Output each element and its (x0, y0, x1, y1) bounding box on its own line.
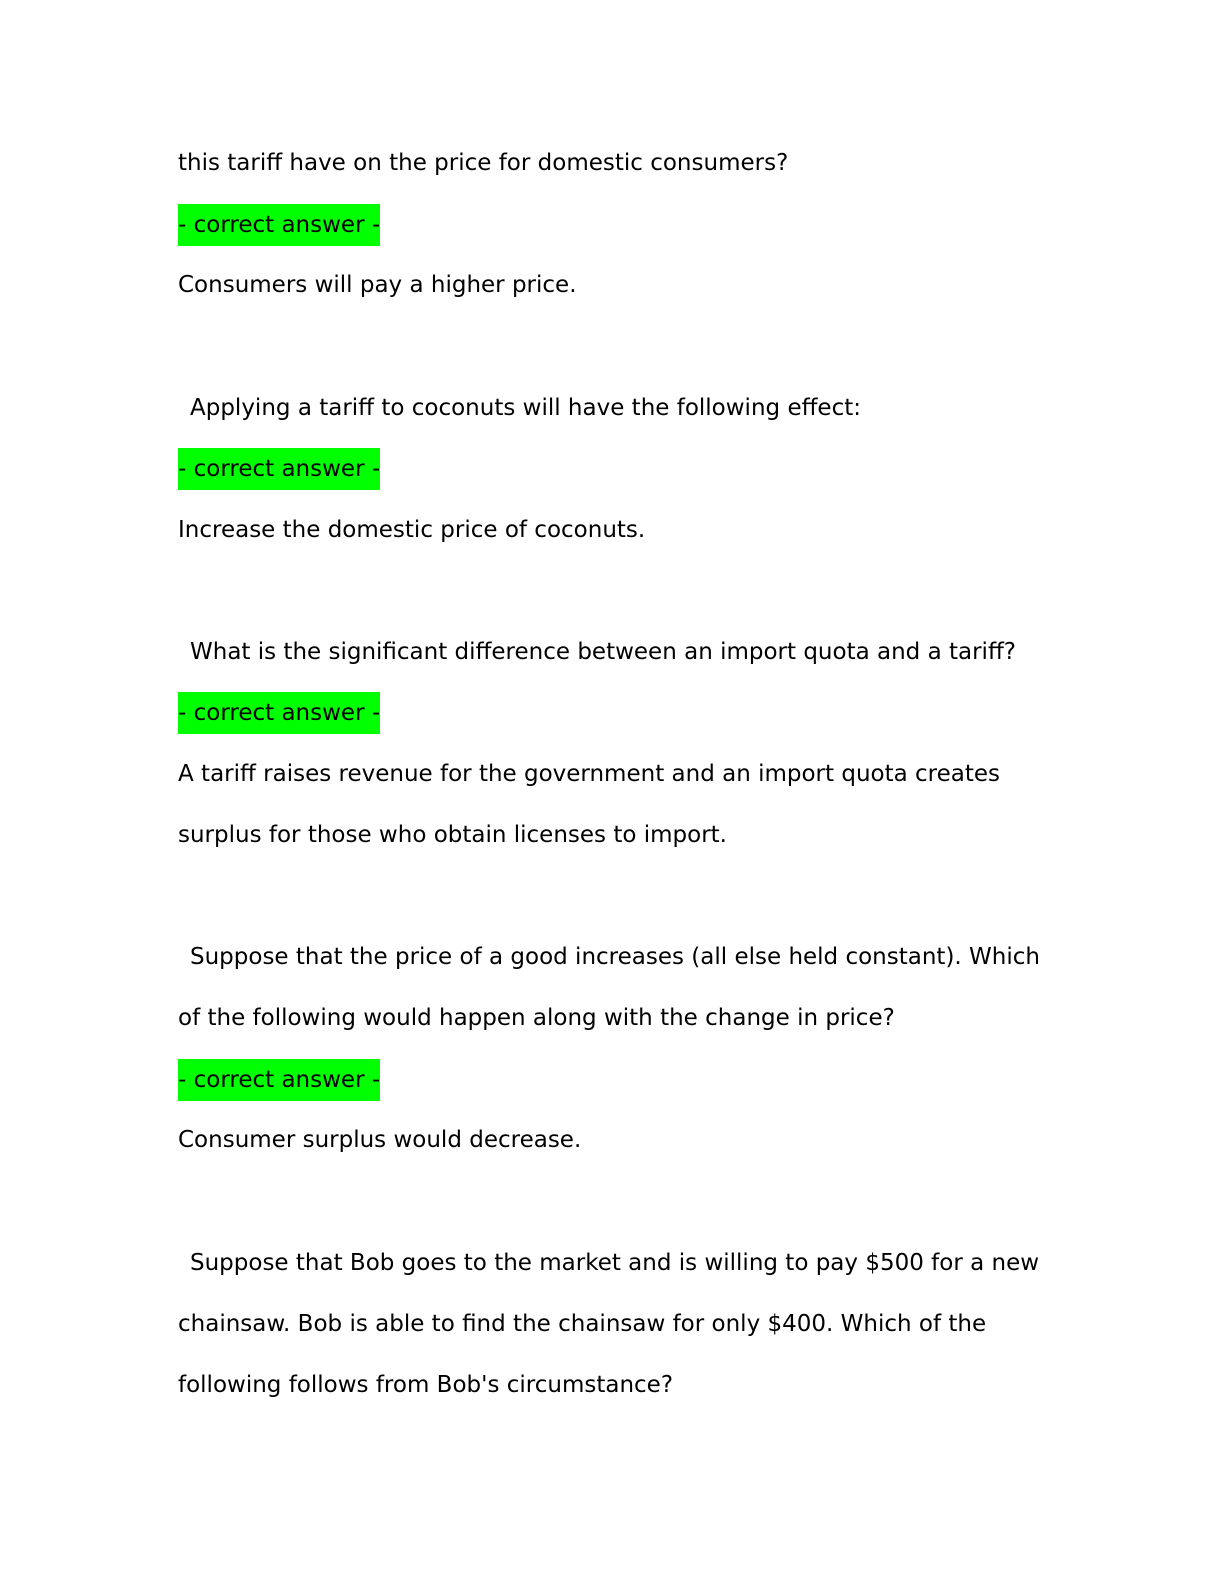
answer-text: Consumer surplus would decrease. (178, 1127, 582, 1153)
correct-answer-label: - correct answer - (178, 204, 380, 246)
correct-answer-label: - correct answer - (178, 1059, 380, 1101)
answer-text: surplus for those who obtain licenses to import. (178, 822, 727, 848)
question-text: chainsaw. Bob is able to find the chainsaw for only $400. Which of the (178, 1311, 987, 1337)
correct-answer-label: - correct answer - (178, 692, 380, 734)
question-text: this tariff have on the price for domestic consumers? (178, 150, 789, 176)
answer-text: Consumers will pay a higher price. (178, 272, 577, 298)
question-text: Suppose that the price of a good increases (all else held constant). Which (190, 944, 1040, 970)
correct-answer-label: - correct answer - (178, 448, 380, 490)
question-text: Suppose that Bob goes to the market and is willing to pay $500 for a new (190, 1250, 1040, 1276)
answer-text: A tariff raises revenue for the government and an import quota creates (178, 761, 1001, 787)
question-text: What is the significant difference between an import quota and a tariff? (190, 639, 1017, 665)
question-text: following follows from Bob's circumstance? (178, 1372, 674, 1398)
question-text: of the following would happen along with the change in price? (178, 1005, 895, 1031)
answer-text: Increase the domestic price of coconuts. (178, 517, 646, 543)
question-text: Applying a tariff to coconuts will have the following effect: (190, 395, 861, 421)
